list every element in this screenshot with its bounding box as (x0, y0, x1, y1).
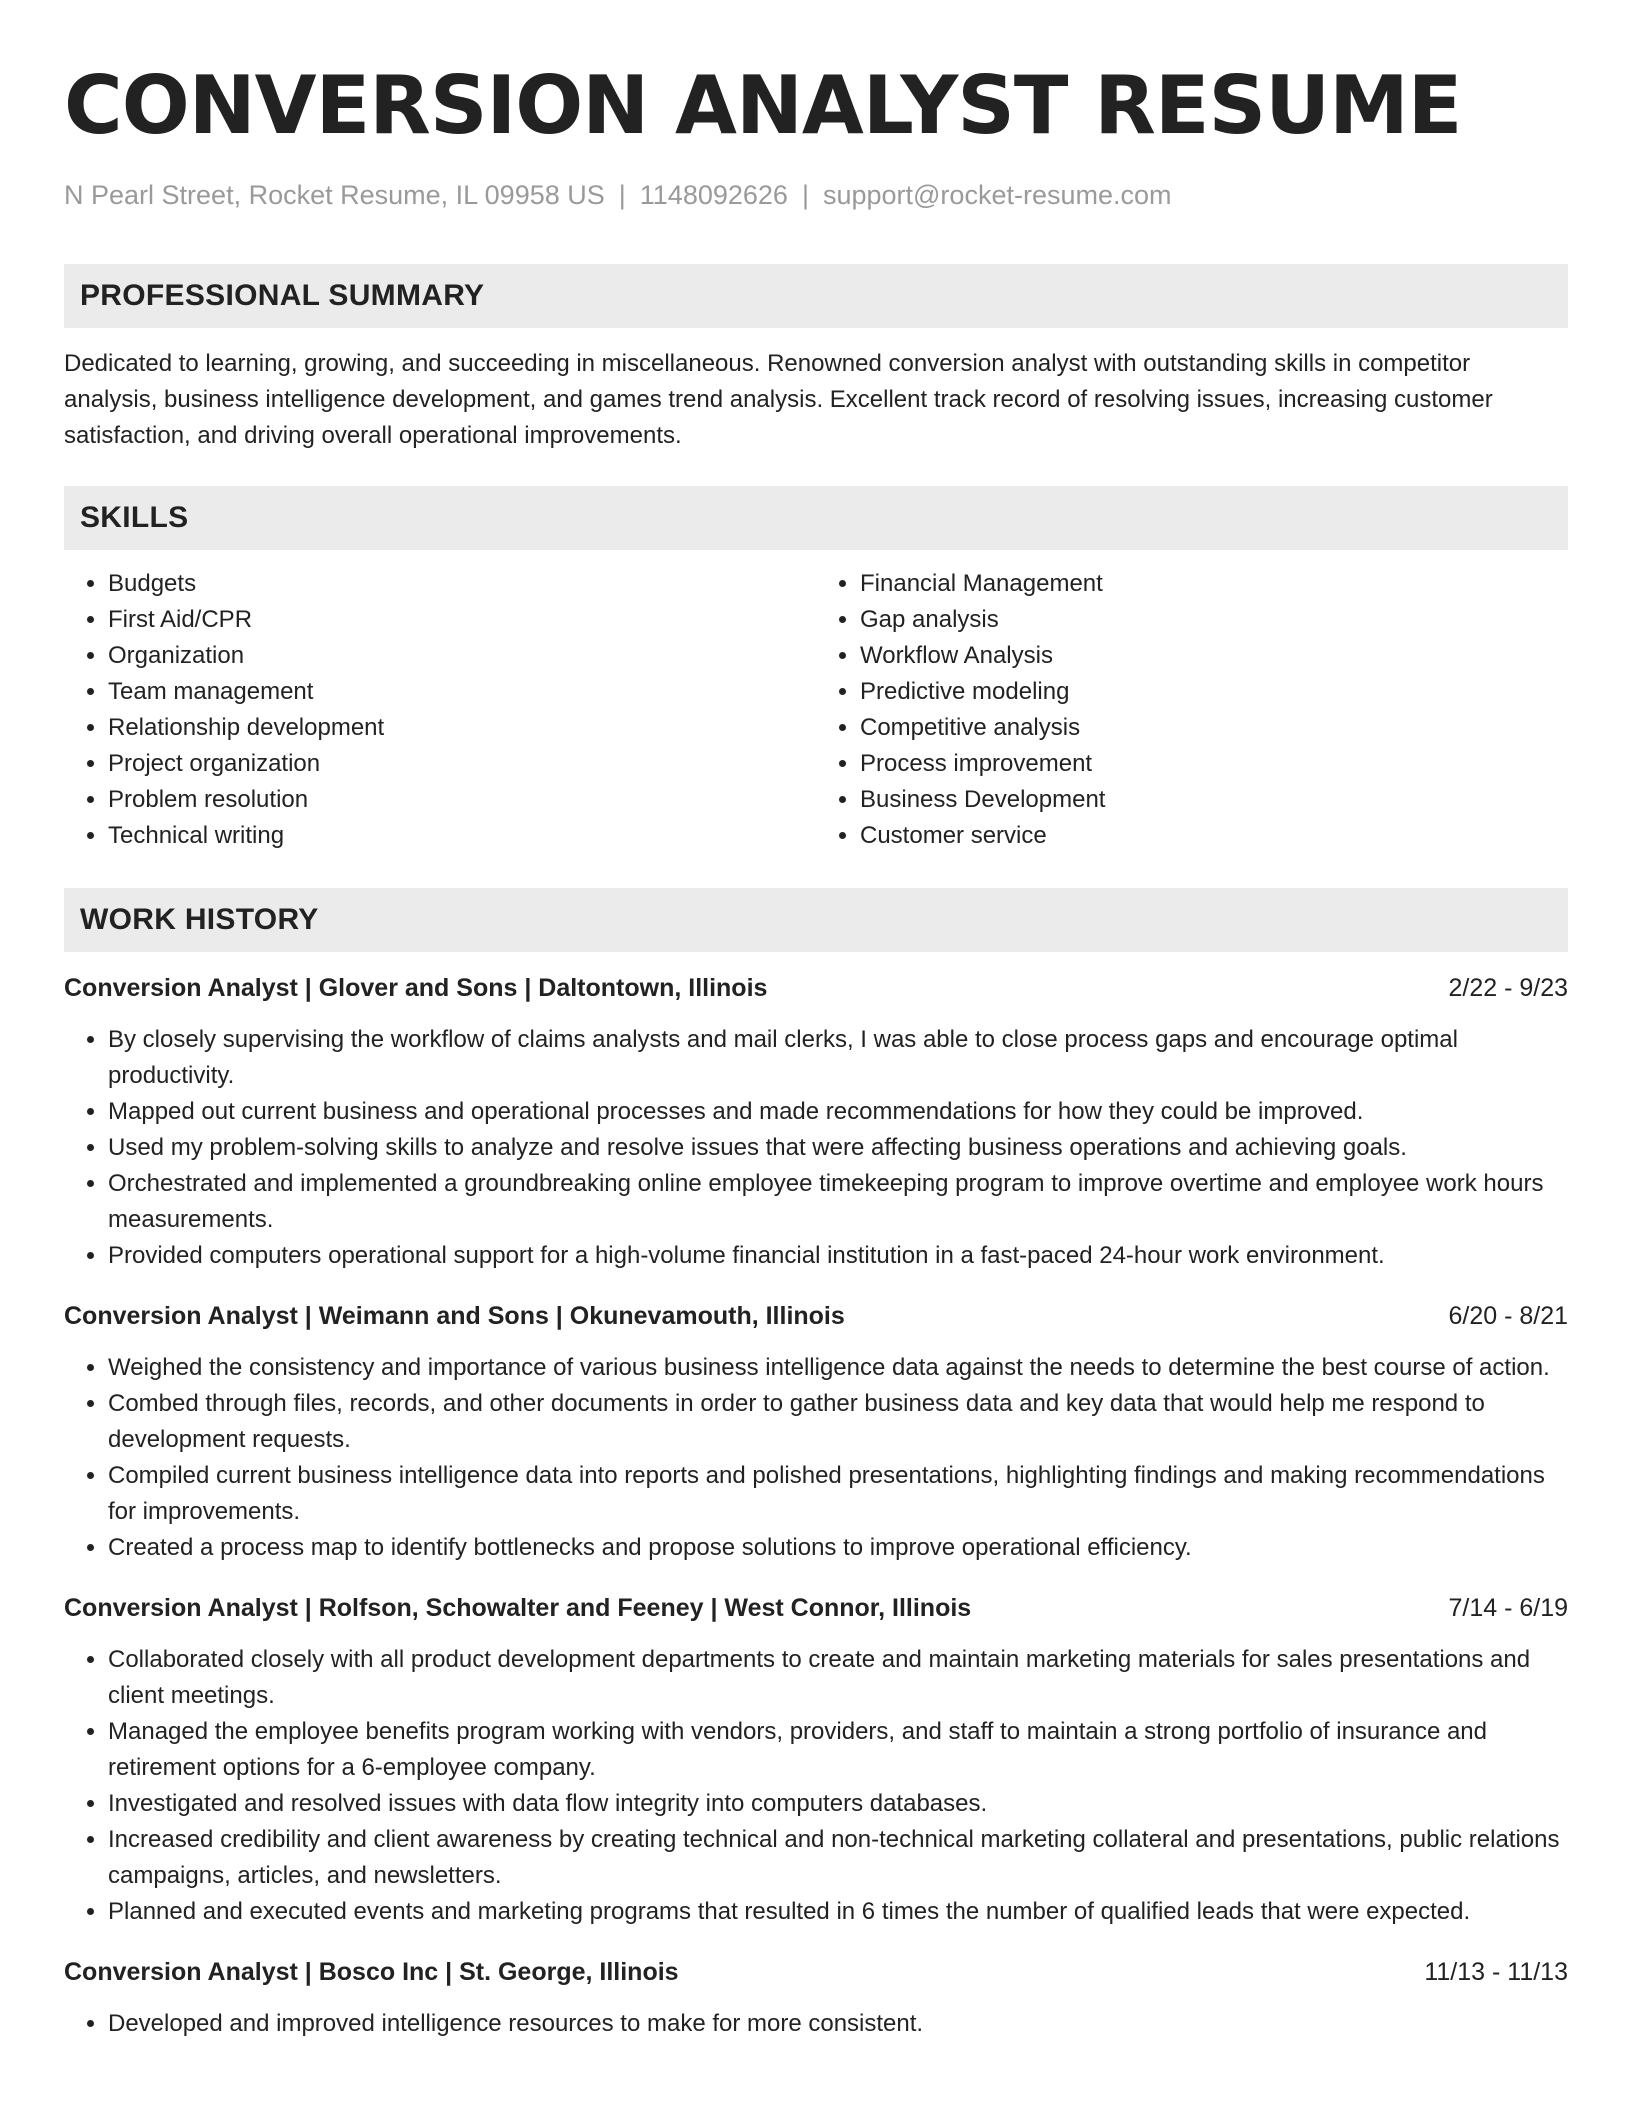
job-entry (64, 1954, 1568, 2042)
job-bullet: • Provided computers operational support for a high-volume financial institution in a fast-paced 24-hour work environment. (108, 1238, 1568, 1274)
job-dates: 2/22 - 9/23 (1448, 974, 1568, 1002)
job-bullet: • Weighed the consistency and importance of various business intelligence data against the needs to determine the best course of action. (108, 1350, 1568, 1386)
job-entry (64, 1298, 1568, 1566)
job-entry (64, 970, 1568, 1274)
summary-text: Dedicated to learning, growing, and succeeding in miscellaneous. Renowned conversion analyst with outstanding skills in competitor analysis, business intelligence development, and games trend analysis. Excellent track record of resolving issues, increasing customer satisfaction, and driving overall operational improvements. (64, 350, 1493, 449)
job-bullet: • Created a process map to identify bottlenecks and propose solutions to improve operational efficiency. (108, 1530, 1568, 1566)
skill-item: • Organization (108, 638, 816, 674)
job-title: Conversion Analyst | Bosco Inc | St. George, Illinois (64, 1958, 679, 1986)
job-entry (64, 1590, 1568, 1930)
job-bullet: • Compiled current business intelligence data into reports and polished presentations, highlighting findings and making recommendations for improvements. (108, 1458, 1568, 1530)
job-dates: 6/20 - 8/21 (1448, 1302, 1568, 1330)
skills-heading: SKILLS (64, 486, 1568, 550)
job-bullet: • Developed and improved intelligence resources to make for more consistent. (108, 2006, 1568, 2042)
job-title: Conversion Analyst | Glover and Sons | Daltontown, Illinois (64, 974, 768, 1002)
job-heading (64, 1954, 1568, 1990)
resume-title: CONVERSION ANALYST RESUME (64, 59, 1462, 152)
job-heading (64, 1590, 1568, 1626)
work-history-list (64, 970, 1568, 2042)
contact-address: N Pearl Street, Rocket Resume, IL 09958 US (64, 180, 605, 210)
job-bullet-list (64, 2006, 1568, 2042)
skill-item: • Financial Management (860, 566, 1568, 602)
job-bullet: • Used my problem-solving skills to analyze and resolve issues that were affecting business operations and achieving goals. (108, 1130, 1568, 1166)
skill-item: • Project organization (108, 746, 816, 782)
job-dates: 11/13 - 11/13 (1424, 1958, 1568, 1986)
skill-item: • Predictive modeling (860, 674, 1568, 710)
job-bullet: • Collaborated closely with all product development departments to create and maintain marketing materials for sales presentations and client meetings. (108, 1642, 1568, 1714)
skill-item: • Customer service (860, 818, 1568, 854)
job-heading (64, 970, 1568, 1006)
skill-item: • Problem resolution (108, 782, 816, 818)
job-bullet: • Investigated and resolved issues with data flow integrity into computers databases. (108, 1786, 1568, 1822)
work-history-heading: WORK HISTORY (64, 888, 1568, 952)
job-title: Conversion Analyst | Weimann and Sons | Okunevamouth, Illinois (64, 1302, 845, 1330)
skill-item: • First Aid/CPR (108, 602, 816, 638)
job-bullet-list (64, 1350, 1568, 1566)
skills-left-column (64, 566, 816, 854)
summary-heading: PROFESSIONAL SUMMARY (64, 264, 1568, 328)
job-bullet: • Managed the employee benefits program working with vendors, providers, and staff to maintain a strong portfolio of insurance and retirement options for a 6-employee company. (108, 1714, 1568, 1786)
job-bullet: • Increased credibility and client awareness by creating technical and non-technical marketing collateral and presentations, public relations campaigns, articles, and newsletters. (108, 1822, 1568, 1894)
job-bullet-list (64, 1642, 1568, 1930)
skill-item: • Competitive analysis (860, 710, 1568, 746)
skill-item: • Budgets (108, 566, 816, 602)
skill-item: • Process improvement (860, 746, 1568, 782)
skills-right-column (816, 566, 1568, 854)
skill-item: • Business Development (860, 782, 1568, 818)
job-bullet: • By closely supervising the workflow of claims analysts and mail clerks, I was able to close process gaps and encourage optimal productivity. (108, 1022, 1568, 1094)
job-bullet: • Mapped out current business and operational processes and made recommendations for how they could be improved. (108, 1094, 1568, 1130)
job-dates: 7/14 - 6/19 (1448, 1594, 1568, 1622)
skill-item: • Team management (108, 674, 816, 710)
skill-item: • Relationship development (108, 710, 816, 746)
job-bullet: • Orchestrated and implemented a groundbreaking online employee timekeeping program to improve overtime and employee work hours measurements. (108, 1166, 1568, 1238)
job-bullet-list (64, 1022, 1568, 1274)
contact-email: support@rocket-resume.com (822, 180, 1172, 210)
contact-phone: 1148092626 (639, 180, 788, 210)
job-bullet: • Combed through files, records, and other documents in order to gather business data and key data that would help me respond to development requests. (108, 1386, 1568, 1458)
skills-grid (64, 566, 1568, 854)
job-title: Conversion Analyst | Rolfson, Schowalter and Feeney | West Connor, Illinois (64, 1594, 972, 1622)
contact-separator: | (801, 180, 809, 210)
contact-separator: | (618, 180, 626, 210)
skill-item: • Gap analysis (860, 602, 1568, 638)
job-heading (64, 1298, 1568, 1334)
skill-item: • Workflow Analysis (860, 638, 1568, 674)
contact-line (64, 178, 1568, 212)
skill-item: • Technical writing (108, 818, 816, 854)
job-bullet: • Planned and executed events and marketing programs that resulted in 6 times the number of qualified leads that were expected. (108, 1894, 1568, 1930)
